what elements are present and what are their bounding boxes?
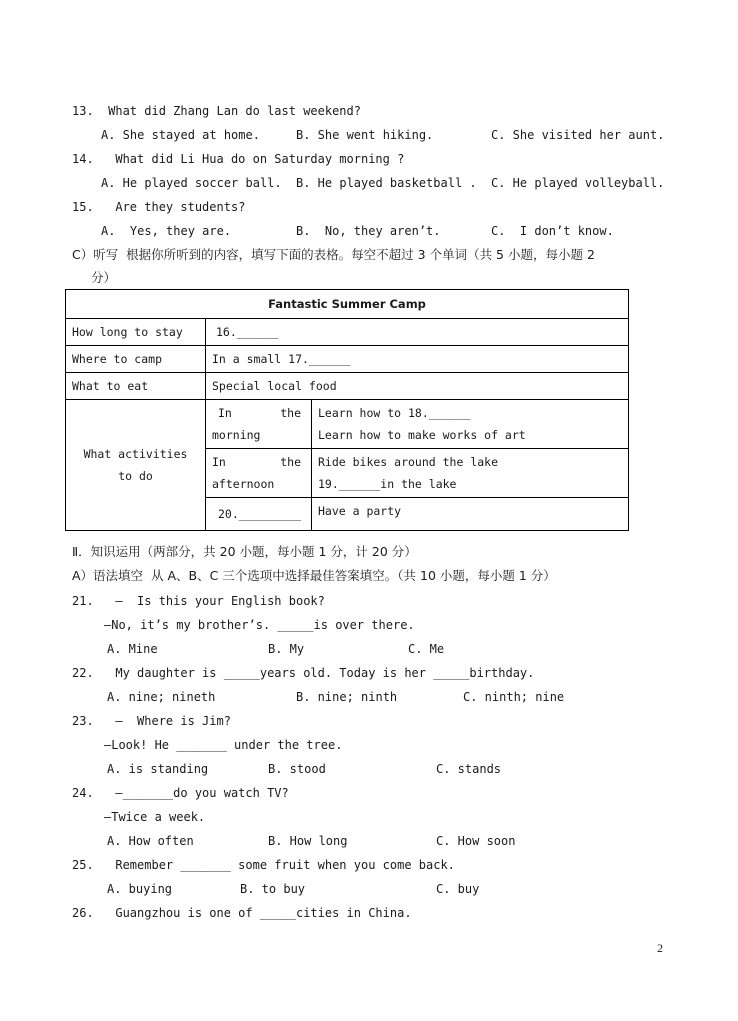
q14-option-c: C. He played volleyball. [491, 176, 665, 190]
question-23: 23. – Where is Jim? [72, 714, 231, 728]
row-value-eat: Special local food [206, 373, 629, 400]
section-c-heading: C）听写 根据你所听到的内容，填写下面的表格。每空不超过 3 个单词（共 5 小题，每小题 2 [72, 247, 595, 262]
q13-option-c: C. She visited her aunt. [491, 128, 665, 142]
q21-option-a: A. Mine [107, 642, 158, 656]
q15-option-c: C. I don’t know. [491, 224, 614, 238]
page-number: 2 [657, 941, 663, 955]
section-2-heading: Ⅱ．知识运用（两部分，共 20 小题，每小题 1 分，计 20 分） [72, 544, 417, 559]
afternoon-label-b: the [280, 455, 301, 469]
question-23-response: –Look! He _______ under the tree. [104, 738, 343, 752]
evening-activity: Have a party [312, 498, 629, 531]
question-24-response: –Twice a week. [104, 810, 206, 824]
morning-activities [312, 400, 629, 449]
section-c-heading-cont: 分） [91, 270, 117, 285]
q24-option-c: C. How soon [436, 834, 516, 848]
activities-label: What activities to do [66, 400, 206, 531]
q24-option-b: B. How long [268, 834, 348, 848]
morning-label [206, 400, 312, 449]
afternoon-label [206, 449, 312, 498]
morning-label-b: the [280, 406, 301, 420]
q15-option-a: A. Yes, they are. [101, 224, 232, 238]
question-22: 22. My daughter is _____years old. Today is her _____birthday. [72, 666, 535, 680]
blank-19: 19.______in the lake [318, 477, 457, 491]
blank-18: Learn how to 18.______ [318, 406, 471, 420]
row-label-how-long: How long to stay [66, 319, 206, 346]
summer-camp-table [65, 289, 629, 531]
afternoon-label-c: afternoon [212, 477, 275, 491]
q23-option-a: A. is standing [107, 762, 209, 776]
q21-option-b: B. My [268, 642, 305, 656]
table-row [66, 400, 629, 449]
question-15: 15. Are they students? [72, 200, 246, 214]
q22-option-c: C. ninth; nine [463, 690, 565, 704]
morning-line-2: Learn how to make works of art [318, 428, 526, 442]
afternoon-label-a: In [212, 455, 226, 469]
morning-label-a: In [218, 406, 232, 420]
section-2a-heading: A）语法填空 从 A、B、C 三个选项中选择最佳答案填空。（共 10 小题，每小题 1 分） [72, 568, 556, 583]
question-24: 24. –_______do you watch TV? [72, 786, 289, 800]
table-row [66, 373, 629, 400]
table-title: Fantastic Summer Camp [66, 290, 629, 319]
question-26: 26. Guangzhou is one of _____cities in China. [72, 906, 412, 920]
morning-label-c: morning [212, 428, 261, 442]
question-21-response: –No, it’s my brother’s. _____is over there. [104, 618, 415, 632]
blank-17: In a small 17.______ [206, 346, 629, 373]
question-13: 13. What did Zhang Lan do last weekend? [72, 104, 361, 118]
q25-option-b: B. to buy [240, 882, 306, 896]
row-label-eat: What to eat [66, 373, 206, 400]
q25-option-a: A. buying [107, 882, 173, 896]
table-row [66, 346, 629, 373]
question-14: 14. What did Li Hua do on Saturday morning ? [72, 152, 405, 166]
question-21: 21. – Is this your English book? [72, 594, 325, 608]
afternoon-activities [312, 449, 629, 498]
q13-option-a: A. She stayed at home. [101, 128, 260, 142]
q22-option-b: B. nine; ninth [296, 690, 398, 704]
q15-option-b: B. No, they aren’t. [296, 224, 441, 238]
q23-option-b: B. stood [268, 762, 326, 776]
q14-option-b: B. He played basketball . [296, 176, 477, 190]
q23-option-c: C. stands [436, 762, 502, 776]
q25-option-c: C. buy [436, 882, 480, 896]
q24-option-a: A. How often [107, 834, 194, 848]
blank-16: 16.______ [206, 319, 629, 346]
blank-20: 20._________ [206, 498, 312, 531]
table-row [66, 319, 629, 346]
q22-option-a: A. nine; nineth [107, 690, 216, 704]
q14-option-a: A. He played soccer ball. [101, 176, 282, 190]
question-25: 25. Remember _______ some fruit when you come back. [72, 858, 455, 872]
row-label-where: Where to camp [66, 346, 206, 373]
q21-option-c: C. Me [408, 642, 445, 656]
q13-option-b: B. She went hiking. [296, 128, 434, 142]
afternoon-line-1: Ride bikes around the lake [318, 455, 499, 469]
